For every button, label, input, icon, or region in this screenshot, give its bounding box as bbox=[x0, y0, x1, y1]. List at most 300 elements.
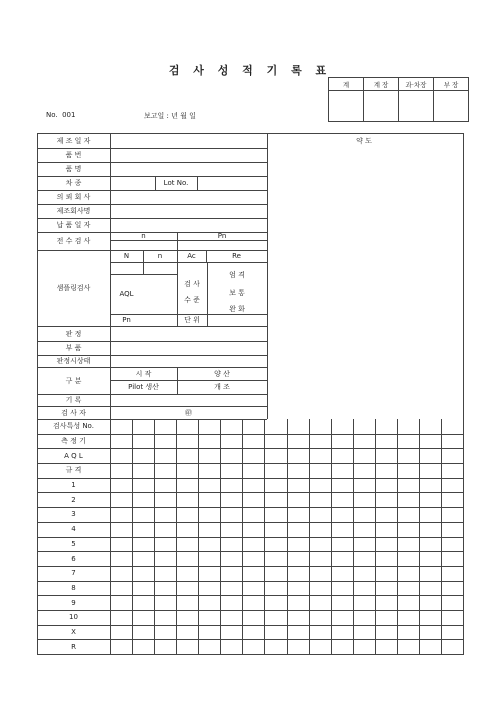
measurement-cell[interactable] bbox=[398, 596, 418, 609]
measurement-cell[interactable] bbox=[442, 508, 462, 521]
measurement-cell[interactable] bbox=[398, 449, 418, 462]
measurement-cell[interactable] bbox=[310, 493, 330, 506]
measurement-cell[interactable] bbox=[376, 538, 396, 551]
measurement-cell[interactable] bbox=[221, 567, 241, 580]
measurement-cell[interactable] bbox=[288, 435, 308, 448]
measurement-cell[interactable] bbox=[442, 523, 462, 536]
approval-header: 부 장 bbox=[434, 78, 469, 91]
measurement-cell[interactable] bbox=[177, 420, 197, 433]
measurement-cell[interactable] bbox=[310, 420, 330, 433]
row-5: 5 bbox=[71, 539, 76, 548]
diagram-label: 약 도 bbox=[356, 137, 372, 145]
measurement-cell[interactable] bbox=[155, 493, 175, 506]
measurement-cell[interactable] bbox=[310, 567, 330, 580]
measurement-cell[interactable] bbox=[354, 508, 374, 521]
measurement-cell[interactable] bbox=[111, 582, 131, 595]
measurement-cell[interactable] bbox=[354, 420, 374, 433]
measurement-cell[interactable] bbox=[199, 493, 219, 506]
measurement-cell[interactable] bbox=[420, 479, 440, 492]
measurement-cell[interactable] bbox=[354, 479, 374, 492]
measurement-cell[interactable] bbox=[199, 552, 219, 565]
measurement-cell[interactable] bbox=[288, 538, 308, 551]
measurement-cell[interactable] bbox=[133, 596, 153, 609]
measurement-cell[interactable] bbox=[155, 464, 175, 477]
measurement-cell[interactable] bbox=[243, 508, 263, 521]
measurement-cell[interactable] bbox=[420, 508, 440, 521]
label-judgment: 판 정 bbox=[65, 329, 82, 338]
measurement-cell[interactable] bbox=[265, 493, 285, 506]
measurement-cell[interactable] bbox=[133, 493, 153, 506]
measurement-cell[interactable] bbox=[265, 479, 285, 492]
measurement-cell[interactable] bbox=[243, 523, 263, 536]
measurement-cell[interactable] bbox=[221, 552, 241, 565]
measurement-cell[interactable] bbox=[243, 582, 263, 595]
measurement-cell[interactable] bbox=[288, 508, 308, 521]
measurement-cell[interactable] bbox=[199, 538, 219, 551]
measurement-cell[interactable] bbox=[265, 626, 285, 639]
measurement-cell[interactable] bbox=[354, 464, 374, 477]
measurement-cell[interactable] bbox=[133, 435, 153, 448]
measurement-cell[interactable] bbox=[288, 523, 308, 536]
field-maker[interactable] bbox=[111, 205, 266, 217]
diagram-area[interactable] bbox=[268, 148, 463, 418]
measurement-cell[interactable] bbox=[243, 449, 263, 462]
label-maker: 제조회사명 bbox=[56, 207, 91, 215]
field-delivery-date[interactable] bbox=[111, 219, 266, 231]
measurement-cell[interactable] bbox=[111, 449, 131, 462]
measurement-cell[interactable] bbox=[442, 567, 462, 580]
measurement-cell[interactable] bbox=[442, 435, 462, 448]
measurement-cell[interactable] bbox=[288, 626, 308, 639]
measurement-cell[interactable] bbox=[221, 596, 241, 609]
measurement-cell[interactable] bbox=[199, 567, 219, 580]
measurement-cell[interactable] bbox=[111, 596, 131, 609]
measurement-cell[interactable] bbox=[376, 508, 396, 521]
measurement-cell[interactable] bbox=[177, 493, 197, 506]
measurement-cell[interactable] bbox=[111, 552, 131, 565]
field-defect[interactable] bbox=[111, 342, 266, 354]
measurement-cell[interactable] bbox=[199, 420, 219, 433]
measurement-cell[interactable] bbox=[111, 435, 131, 448]
measurement-cell[interactable] bbox=[398, 626, 418, 639]
measurement-cell[interactable] bbox=[310, 582, 330, 595]
approval-sign-box[interactable] bbox=[399, 91, 434, 122]
measurement-cell[interactable] bbox=[133, 567, 153, 580]
measurement-cell[interactable] bbox=[398, 435, 418, 448]
measurement-cell[interactable] bbox=[221, 538, 241, 551]
measurement-cell[interactable] bbox=[243, 640, 263, 653]
grid-line bbox=[110, 240, 267, 241]
measurement-cell[interactable] bbox=[221, 420, 241, 433]
approval-header: 과·차장 bbox=[399, 78, 434, 91]
measurement-cell[interactable] bbox=[420, 552, 440, 565]
measurement-cell[interactable] bbox=[310, 626, 330, 639]
measurement-cell[interactable] bbox=[442, 611, 462, 624]
measurement-cell[interactable] bbox=[155, 596, 175, 609]
measurement-cell[interactable] bbox=[111, 567, 131, 580]
measurement-cell[interactable] bbox=[243, 464, 263, 477]
measurement-cell[interactable] bbox=[332, 493, 352, 506]
label-start: 시 작 bbox=[135, 369, 152, 378]
measurement-cell[interactable] bbox=[376, 582, 396, 595]
measurement-cell[interactable] bbox=[376, 449, 396, 462]
measurement-cell[interactable] bbox=[155, 538, 175, 551]
measurement-cell[interactable] bbox=[155, 449, 175, 462]
measurement-cell[interactable] bbox=[177, 479, 197, 492]
measurement-cell[interactable] bbox=[376, 420, 396, 433]
measurement-cell[interactable] bbox=[133, 479, 153, 492]
measurement-cell[interactable] bbox=[332, 420, 352, 433]
measurement-cell[interactable] bbox=[155, 611, 175, 624]
measurement-cell[interactable] bbox=[332, 567, 352, 580]
measurement-cell[interactable] bbox=[288, 420, 308, 433]
measurement-cell[interactable] bbox=[420, 464, 440, 477]
measurement-cell[interactable] bbox=[310, 508, 330, 521]
measurement-cell[interactable] bbox=[265, 508, 285, 521]
measurement-cell[interactable] bbox=[221, 611, 241, 624]
measurement-cell[interactable] bbox=[155, 420, 175, 433]
measurement-cell[interactable] bbox=[221, 582, 241, 595]
measurement-cell[interactable] bbox=[398, 420, 418, 433]
measurement-cell[interactable] bbox=[310, 435, 330, 448]
measurement-cell[interactable] bbox=[177, 626, 197, 639]
measurement-cell[interactable] bbox=[265, 420, 285, 433]
measurement-cell[interactable] bbox=[133, 420, 153, 433]
measurement-cell[interactable] bbox=[354, 449, 374, 462]
measurement-cell[interactable] bbox=[442, 596, 462, 609]
measurement-cell[interactable] bbox=[420, 493, 440, 506]
measurement-cell[interactable] bbox=[288, 640, 308, 653]
measurement-cell[interactable] bbox=[199, 640, 219, 653]
measurement-cell[interactable] bbox=[177, 538, 197, 551]
measurement-cell[interactable] bbox=[288, 567, 308, 580]
measurement-cell[interactable] bbox=[199, 449, 219, 462]
measurement-cell[interactable] bbox=[376, 464, 396, 477]
measurement-cell[interactable] bbox=[354, 552, 374, 565]
measurement-cell[interactable] bbox=[354, 640, 374, 653]
measurement-cell[interactable] bbox=[376, 435, 396, 448]
measurement-cell[interactable] bbox=[177, 582, 197, 595]
measurement-cell[interactable] bbox=[398, 538, 418, 551]
measurement-cell[interactable] bbox=[155, 508, 175, 521]
measurement-cell[interactable] bbox=[221, 449, 241, 462]
label-judge-state: 판정시상태 bbox=[56, 357, 91, 365]
row-9: 9 bbox=[71, 598, 76, 607]
measurement-cell[interactable] bbox=[420, 538, 440, 551]
measurement-cell[interactable] bbox=[155, 552, 175, 565]
measurement-cell[interactable] bbox=[310, 464, 330, 477]
measurement-cell[interactable] bbox=[332, 552, 352, 565]
measurement-cell[interactable] bbox=[221, 493, 241, 506]
measurement-cell[interactable] bbox=[310, 538, 330, 551]
measurement-cell[interactable] bbox=[420, 582, 440, 595]
measurement-cell[interactable] bbox=[133, 538, 153, 551]
measurement-cell[interactable] bbox=[420, 449, 440, 462]
measurement-cell[interactable] bbox=[111, 464, 131, 477]
measurement-cell[interactable] bbox=[288, 611, 308, 624]
measurement-cell[interactable] bbox=[442, 626, 462, 639]
measurement-cell[interactable] bbox=[243, 435, 263, 448]
measurement-cell[interactable] bbox=[332, 523, 352, 536]
measurement-cell[interactable] bbox=[310, 611, 330, 624]
label-full-inspection: 전 수 검 사 bbox=[56, 237, 91, 245]
measurement-cell[interactable] bbox=[398, 464, 418, 477]
label-re: Re bbox=[232, 252, 241, 260]
measurement-cell[interactable] bbox=[111, 626, 131, 639]
measurement-cell[interactable] bbox=[420, 567, 440, 580]
measurement-cell[interactable] bbox=[288, 596, 308, 609]
measurement-cell[interactable] bbox=[420, 523, 440, 536]
measurement-cell[interactable] bbox=[155, 567, 175, 580]
measurement-cell[interactable] bbox=[177, 640, 197, 653]
field-lot-no[interactable] bbox=[198, 177, 266, 189]
measurement-cell[interactable] bbox=[376, 567, 396, 580]
measurement-cell[interactable] bbox=[420, 435, 440, 448]
measurement-cell[interactable] bbox=[133, 626, 153, 639]
measurement-cell[interactable] bbox=[354, 493, 374, 506]
field-judge-state[interactable] bbox=[111, 356, 266, 366]
measurement-cell[interactable] bbox=[310, 640, 330, 653]
measurement-cell[interactable] bbox=[155, 582, 175, 595]
measurement-cell[interactable] bbox=[221, 435, 241, 448]
measurement-cell[interactable] bbox=[177, 567, 197, 580]
measurement-cell[interactable] bbox=[177, 508, 197, 521]
measurement-cell[interactable] bbox=[354, 611, 374, 624]
measurement-cell[interactable] bbox=[199, 479, 219, 492]
measurement-cell[interactable] bbox=[221, 479, 241, 492]
measurement-cell[interactable] bbox=[177, 611, 197, 624]
measurement-cell[interactable] bbox=[243, 479, 263, 492]
measurement-cell[interactable] bbox=[376, 523, 396, 536]
measurement-cell[interactable] bbox=[199, 435, 219, 448]
measurement-cell[interactable] bbox=[243, 626, 263, 639]
measurement-cell[interactable] bbox=[221, 464, 241, 477]
measurement-cell[interactable] bbox=[111, 493, 131, 506]
measurement-cell[interactable] bbox=[442, 582, 462, 595]
measurement-cell[interactable] bbox=[265, 538, 285, 551]
measurement-cell[interactable] bbox=[111, 420, 131, 433]
measurement-cell[interactable] bbox=[221, 626, 241, 639]
measurement-cell[interactable] bbox=[310, 479, 330, 492]
row-4: 4 bbox=[71, 525, 76, 534]
row-8: 8 bbox=[71, 583, 76, 592]
measurement-cell[interactable] bbox=[177, 552, 197, 565]
measurement-cell[interactable] bbox=[354, 596, 374, 609]
measurement-cell[interactable] bbox=[265, 567, 285, 580]
measurement-cell[interactable] bbox=[310, 523, 330, 536]
measurement-cell[interactable] bbox=[243, 493, 263, 506]
measurement-cell[interactable] bbox=[354, 626, 374, 639]
measurement-cell[interactable] bbox=[155, 479, 175, 492]
measurement-cell[interactable] bbox=[442, 640, 462, 653]
measurement-cell[interactable] bbox=[310, 552, 330, 565]
measurement-cell[interactable] bbox=[332, 538, 352, 551]
measurement-cell[interactable] bbox=[376, 640, 396, 653]
measurement-cell[interactable] bbox=[310, 596, 330, 609]
measurement-cell[interactable] bbox=[310, 449, 330, 462]
measurement-cell[interactable] bbox=[398, 508, 418, 521]
measurement-cell[interactable] bbox=[265, 552, 285, 565]
measurement-cell[interactable] bbox=[442, 420, 462, 433]
field-part-no[interactable] bbox=[111, 149, 266, 161]
measurement-cell[interactable] bbox=[111, 479, 131, 492]
measurement-cell[interactable] bbox=[133, 508, 153, 521]
measurement-cell[interactable] bbox=[288, 552, 308, 565]
measurement-cell[interactable] bbox=[133, 640, 153, 653]
measurement-cell[interactable] bbox=[288, 449, 308, 462]
measurement-cell[interactable] bbox=[265, 596, 285, 609]
measurement-cell[interactable] bbox=[111, 523, 131, 536]
label-spec: 규 격 bbox=[65, 466, 82, 475]
measurement-cell[interactable] bbox=[398, 552, 418, 565]
measurement-cell[interactable] bbox=[243, 596, 263, 609]
measurement-cell[interactable] bbox=[332, 449, 352, 462]
measurement-cell[interactable] bbox=[265, 640, 285, 653]
label-lot-no: Lot No. bbox=[163, 179, 189, 187]
measurement-cell[interactable] bbox=[265, 464, 285, 477]
measurement-cell[interactable] bbox=[133, 611, 153, 624]
measurement-cell[interactable] bbox=[354, 538, 374, 551]
measurement-cell[interactable] bbox=[265, 523, 285, 536]
measurement-cell[interactable] bbox=[288, 479, 308, 492]
measurement-cell[interactable] bbox=[111, 640, 131, 653]
measurement-cell[interactable] bbox=[133, 464, 153, 477]
measurement-cell[interactable] bbox=[288, 464, 308, 477]
row-10: 10 bbox=[69, 613, 78, 622]
measurement-cell[interactable] bbox=[354, 523, 374, 536]
measurement-cell[interactable] bbox=[332, 626, 352, 639]
measurement-cell[interactable] bbox=[442, 464, 462, 477]
measurement-cell[interactable] bbox=[398, 611, 418, 624]
measurement-cell[interactable] bbox=[442, 493, 462, 506]
measurement-cell[interactable] bbox=[133, 523, 153, 536]
measurement-cell[interactable] bbox=[420, 626, 440, 639]
field-client[interactable] bbox=[111, 191, 266, 203]
measurement-cell[interactable] bbox=[199, 582, 219, 595]
measurement-cell[interactable] bbox=[398, 567, 418, 580]
measurement-cell[interactable] bbox=[288, 493, 308, 506]
measurement-cell[interactable] bbox=[133, 582, 153, 595]
measurement-cell[interactable] bbox=[376, 596, 396, 609]
field-record[interactable] bbox=[111, 395, 266, 405]
label-relaxed: 완 화 bbox=[229, 305, 245, 313]
measurement-cell[interactable] bbox=[111, 508, 131, 521]
measurement-cell[interactable] bbox=[177, 449, 197, 462]
measurement-cell[interactable] bbox=[376, 626, 396, 639]
measurement-cell[interactable] bbox=[155, 523, 175, 536]
measurement-cell[interactable] bbox=[376, 479, 396, 492]
measurement-cell[interactable] bbox=[199, 596, 219, 609]
measurement-cell[interactable] bbox=[332, 435, 352, 448]
measurement-cell[interactable] bbox=[111, 538, 131, 551]
measurement-cell[interactable] bbox=[332, 611, 352, 624]
measurement-cell[interactable] bbox=[420, 640, 440, 653]
measurement-cell[interactable] bbox=[354, 435, 374, 448]
field-part-name[interactable] bbox=[111, 163, 266, 175]
measurement-cell[interactable] bbox=[243, 538, 263, 551]
measurement-cell[interactable] bbox=[420, 611, 440, 624]
measurement-cell[interactable] bbox=[376, 611, 396, 624]
measurement-cell[interactable] bbox=[398, 523, 418, 536]
approval-sign-box[interactable] bbox=[364, 91, 399, 122]
measurement-cell[interactable] bbox=[133, 449, 153, 462]
approval-sign-box[interactable] bbox=[329, 91, 364, 122]
label-revise: 개 조 bbox=[214, 383, 230, 391]
measurement-cell[interactable] bbox=[265, 435, 285, 448]
row-7: 7 bbox=[71, 569, 76, 578]
measurement-cell[interactable] bbox=[265, 449, 285, 462]
field-mfg-date[interactable] bbox=[111, 134, 266, 147]
measurement-cell[interactable] bbox=[177, 596, 197, 609]
measurement-cell[interactable] bbox=[376, 493, 396, 506]
measurement-cell[interactable] bbox=[265, 582, 285, 595]
measurement-cell[interactable] bbox=[155, 626, 175, 639]
measurement-cell[interactable] bbox=[243, 567, 263, 580]
label-part-no: 품 번 bbox=[65, 151, 82, 159]
measurement-cell[interactable] bbox=[199, 508, 219, 521]
label-category: 구 분 bbox=[65, 376, 82, 385]
measurement-cell[interactable] bbox=[332, 596, 352, 609]
measurement-cell[interactable] bbox=[199, 611, 219, 624]
label-mfg-date: 제 조 일 자 bbox=[56, 136, 91, 145]
measurement-cell[interactable] bbox=[288, 582, 308, 595]
measurement-cell[interactable] bbox=[243, 420, 263, 433]
measurement-cell[interactable] bbox=[332, 464, 352, 477]
measurement-cell[interactable] bbox=[398, 479, 418, 492]
measurement-cell[interactable] bbox=[332, 508, 352, 521]
row-6: 6 bbox=[71, 554, 76, 563]
measurement-cell[interactable] bbox=[442, 479, 462, 492]
measurement-cell[interactable] bbox=[354, 582, 374, 595]
field-judgment[interactable] bbox=[111, 327, 266, 340]
measurement-cell[interactable] bbox=[420, 596, 440, 609]
measurement-cell[interactable] bbox=[376, 552, 396, 565]
measurement-cell[interactable] bbox=[199, 626, 219, 639]
measurement-cell[interactable] bbox=[177, 464, 197, 477]
measurement-cell[interactable] bbox=[332, 640, 352, 653]
measurement-cell[interactable] bbox=[199, 464, 219, 477]
label-delivery-date: 납 품 일 자 bbox=[56, 221, 91, 229]
measurement-cell[interactable] bbox=[221, 523, 241, 536]
measurement-cell[interactable] bbox=[354, 567, 374, 580]
measurement-cell[interactable] bbox=[265, 611, 285, 624]
field-car-type[interactable] bbox=[111, 177, 154, 189]
measurement-cell[interactable] bbox=[177, 435, 197, 448]
measurement-cell[interactable] bbox=[221, 508, 241, 521]
measurement-cell[interactable] bbox=[243, 552, 263, 565]
measurement-cell[interactable] bbox=[398, 582, 418, 595]
label-mass-production: 양 산 bbox=[214, 369, 230, 378]
approval-sign-box[interactable] bbox=[434, 91, 469, 122]
measurement-cell[interactable] bbox=[177, 523, 197, 536]
measurement-cell[interactable] bbox=[155, 640, 175, 653]
measurement-cell[interactable] bbox=[243, 611, 263, 624]
measurement-cell[interactable] bbox=[332, 582, 352, 595]
measurement-cell[interactable] bbox=[199, 523, 219, 536]
measurement-cell[interactable] bbox=[420, 420, 440, 433]
measurement-cell[interactable] bbox=[442, 449, 462, 462]
measurement-cell[interactable] bbox=[442, 538, 462, 551]
measurement-cell[interactable] bbox=[442, 552, 462, 565]
measurement-cell[interactable] bbox=[221, 640, 241, 653]
label-pilot: Pilot 생산 bbox=[128, 383, 159, 391]
measurement-cell[interactable] bbox=[133, 552, 153, 565]
measurement-cell[interactable] bbox=[111, 611, 131, 624]
measurement-cell[interactable] bbox=[398, 493, 418, 506]
measurement-cell[interactable] bbox=[398, 640, 418, 653]
measurement-cell[interactable] bbox=[155, 435, 175, 448]
measurement-cell[interactable] bbox=[332, 479, 352, 492]
